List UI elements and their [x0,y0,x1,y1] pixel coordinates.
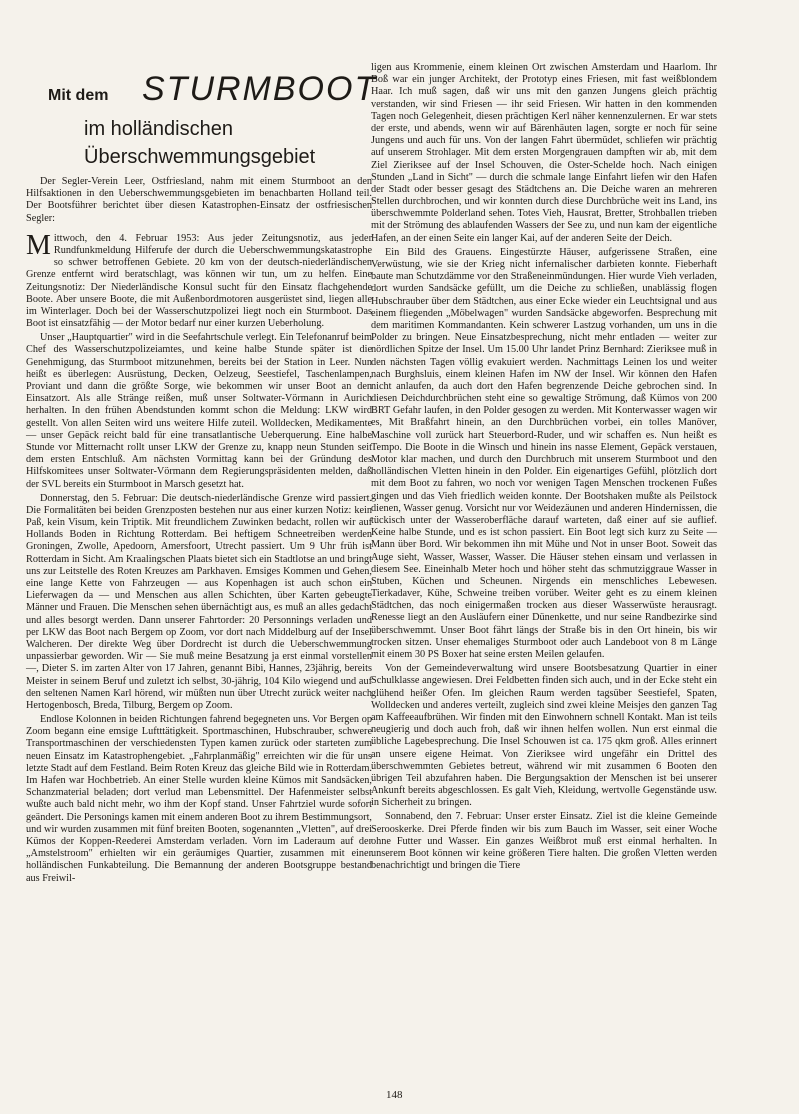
title-line-3: Überschwemmungsgebiet [84,146,316,168]
paragraph-text: ittwoch, den 4. Februar 1953: Aus jeder Zeitungsnotiz, aus jeder Rundfunkmeldung Hilferufe der durch die Ueberschwemmungskatastrophe so schwer betroffenen Gebiete. 20 km von der deutsch-niederländischen Grenze entfernt wird beratschlagt, was können wir tun, um zu helfen. Eine Zeitungsnotiz: Der Niederländische Konsul sucht für den Einsatz flachgehende Boote. Aber unsere Boote, die mit Außenbordmotoren ausgerüstet sind, liegen alle im Winterlager. Doch bei der Wasserschutzpolizei liegt noch ein Sturmboot. Das Boot ist einsatzfähig — der Motor bedarf nur einer kurzen Ueberholung. [26,232,372,330]
paragraph: Ein Bild des Grauens. Eingestürzte Häuser, aufgerissene Straßen, eine Verwüstung, wie sie der Krieg nicht infernalischer darbieten konnte. Fieberhaft baute man Schutzdämme vor den Straßeneinmündungen. Hier wurde Vieh verladen, dort wurden Sandsäcke gefüllt, um die Deiche zu schließen, unablässig flogen Hubschrauber über dem Städtchen, aus einer Ecke wieder ein Leuchtsignal und aus einem fliegenden „Möbelwagen" wurden Sandsäcke abgeworfen. Besprechung mit dem maritimen Kommandanten. Kein schwerer Lastzug vorhanden, um uns in die Polder zu bringen. Neue Einsatzbesprechung, nicht mehr entladen — weiter zur nördlichen Spitze der Insel. Um 15.00 Uhr landet Prinz Bernhard: Zieriksee muß in den nächsten Tagen völlig evakuiert werden. Nachmittags Leinen los und weiter nach Burghsluis, einem kleinen Hafen im NW der Insel. Wir können den Hafen nicht anlaufen, da auch dort den Hafen begrenzende Deiche gebrochen sind. In diesen Deichdurchbrüchen steht eine so gewaltige Strömung, daß Kümos von 200 BRT Gefahr laufen, in den Polder gesogen zu werden. Mit Konterwasser wagen wir es, Mit Braßfahrt hinein, an den Durchbrüchen vorbei, ein tolles Manöver, Maschine voll zurück hart Steuerbord-Ruder, und wir schaffen es. Nun heißt es Tempo. Die Boote in die Winsch und hinein ins nasse Element, Gepäck verstauen, Motor klar machen, und durch den Durchbruch mit unserem Sturmboot und den holländischen Vletten hinein in den Polder. Ein eigenartiges Gefühl, plötzlich dort mit dem Boot zu fahren, wo noch vor wenigen Tagen Menschen trockenen Fußes gingen und das Vieh friedlich weiden konnte. Der Bootshaken mußte als Peilstock dienen, Wasser genug. Vorsicht nur vor Weidezäunen und anderen Hindernissen, die tückisch unter der Wasseroberfläche darauf warteten, daß einer auf sie auflief. Keine halbe Stunde, und es ist schon passiert. Ein Boot legt sich kurz zu Seite — Mann über Bord. Wir bekommen ihn mit Mühe und Not in unser Boot. Soweit das Auge sieht, Wasser, Wasser, Wasser. Die Häuser stehen einsam und verlassen in diesem See. Eineinhalb Meter hoch und höher steht das schmutziggraue Wasser in Stuben, Küchen und Scheunen. Nirgends ein menschliches Lebewesen. Tierkadaver, Kühe, Schweine treiben vorüber. Weiter geht es zu einem kleinen Städtchen, das noch einigermaßen trocken aus dieser Wasserwüste herausragt. Renesse liegt an den Ausläufern einer Dünenkette, und nur seine Randbezirke sind überschwemmt. Unser Boot fährt längs der Straße bis in den Ort hinein, bis wir trocken sitzen. Unser ehemaliges Sturmboot oder auch Landeboot von 8 m Länge mit einem 30 PS Boxer hat seine ersten Meilen gelaufen. [371,246,717,660]
paragraph: Donnerstag, den 5. Februar: Die deutsch-niederländische Grenze wird passiert. Die Formalitäten bei beiden Grenzposten bestehen nur aus einer kurzen Notiz: kein Paß, kein Visum, kein Triptik. Mit freundlichem Zuwinken bedacht, rollen wir auf Hollands Boden in Richtung Rotterdam. Bei heftigem Schneetreiben werden Groningen, Zwolle, Apedoorn, Amersfoort, Utrecht passiert. Um 9 Uhr früh ist Rotterdam in Sicht. Am Kraalingschen Plaats bietet sich ein Stadtlotse an und bringt uns zur Leitstelle des Roten Kreuzes am Parkhaven. Emsiges Kommen und Gehen, eine lange Kette von Fahrzeugen — aus Kopenhagen ist auch schon ein Lieferwagen da — und Menschen aus allen Schichten, über Karten gebeugte Männer und Frauen. Die Menschen sehen übernächtigt aus, es muß an alles gedacht und alles besorgt werden. Dann unserer Fahrtorder: 20 Personnings verladen und per LKW das Boot nach Bergem op Zoom, vor dort nach Middelburg auf der Insel Walcheren. Der direkte Weg über Dordrecht ist durch die Ueberschwemmung unpassierbar geworden. Wir — Sie muß meine Besatzung ja erst einmal vorstellen —, Dieter S. im zarten Alter von 17 Jahren, genannt Bibi, Hannes, 23jährig, bereits Meister in seinem Beruf und zuletzt ich selbst, 30-jährig, 104 Kilo wiegend und auf den seltenen Namen Karl hörend, wir müßten nun über Utrecht zurück weiter nach Hertogenbosch, Breda, Tilburg, Bergem op Zoom. [26,492,372,711]
title-prefix: Mit dem [48,87,109,104]
intro-paragraph: Der Segler-Verein Leer, Ostfriesland, nahm mit einem Sturmboot an den Hilfsaktionen in den Ueberschwemmungsgebieten im benachbarten Holland teil. Der Bootsführer berichtet über diesen Katastrophen-Einsatz der ostfriesischen Segler: [26,176,372,224]
paragraph [26,229,372,331]
title-line-2: im holländischen [84,118,233,140]
right-column [371,62,717,872]
paragraph: Von der Gemeindeverwaltung wird unsere Bootsbesatzung Quartier in einer Schulklasse angewiesen. Drei Feldbetten finden sich auch, und in der Ecke steht ein glühend heißer Ofen. Im gleichen Raum werden tagsüber Seestiefel, Spaten, Wolldecken und anderes verteilt, zugleich sind zwei kleine Meisjes den ganzen Tag am Kaffeeaufbrühen. Wir finden mit den Einwohnern schnell Kontakt. Man ist teils neugierig und doch auch froh, daß wir ihnen helfen wollen. Nun erst einmal die übliche Lagebesprechung. Die Insel Schouwen ist ca. 175 qkm groß. Alles erinnert an unsere eigene Heimat. Von Zieriksee wird ungefähr ein Drittel des überschwemmten Gebietes betreut, während wir mit zusammen 6 Booten den übrigen Teil abzufahren haben. Die Bergungsaktion der Menschen ist bei unserer Ankunft bereits abgeschlossen. Es galt Vieh, Kleidung, wertvolle Gegenstände usw. in Sicherheit zu bringen. [371,663,717,809]
drop-cap: M [26,229,51,261]
paragraph: Unser „Hauptquartier" wird in die Seefahrtschule verlegt. Ein Telefonanruf beim Chef des Wasserschutzpolizeiamtes, und keine halbe Stunde später ist die Genehmigung, das Sturmboot mitzunehmen, bereits bei der Station in Leer. Nun heißt es überlegen: Ausrüstung, Decken, Oelzeug, Seestiefel, Taschenlampen, Proviant und dann die größte Sorge, wie bekommen wir unser Boot an den Einsatzort. Als alle Stränge reißen, muß unser Soltwater-Vörmann in Aurich herhalten. In den frühen Abendstunden kommt schon die Meldung: LKW wird gestellt. Von allen Seiten wird uns weitere Hilfe zuteil. Wolldecken, Medikamente — unser Gepäck reicht bald für eine transatlantische Ueberquerung. Eine halbe Stunde vor Mitternacht rollt unser LKW der Grenze zu, knapp neun Stunden seit dem ersten Entschluß. Am nächsten Vormittag kann bei der Gründung des Hilfskomitees unser Soltwater-Vörmann dem Regierungspräsidenten melden, daß der SVL bereits ein Sturmboot in Marsch gesetzt hat. [26,332,372,490]
paragraph: Endlose Kolonnen in beiden Richtungen fahrend begegneten uns. Vor Bergen op Zoom begann eine emsige Luftttätigkeit. Sportmaschinen, Hubschrauber, schwere Transportmaschinen der verschiedensten Typen kamen zurück oder starteten zum neuen Einsatz im Katastrophengebiet. „Fahrplanmäßig" erreichten wir die für uns letzte Stadt auf dem Festland. Beim Roten Kreuz das gleiche Bild wie in Rotterdam. Im Hafen war Hochbetrieb. An einer Stelle wurden kleine Kümos mit Sandsäcken, Schanzmaterial beladen; dort verlud man Lebensmittel. Der Hafenmeister selbst wußte auch bald nicht mehr, wo ihm der Kopf stand. Unser Fahrtziel wurde sofort geändert. Die Personings kamen mit einem anderen Boot zu ihrem Bestimmungsort, und wir wurden zusammen mit fünf breiten Booten, sogenannten „Vletten", auf drei Kümos der Koppen-Reederei Amsterdam verladen. Vorn im Laderaum auf der „Amstelstroom" erhielten wir ein geräumiges Quartier, zusammen mit einer holländischen Funkabteilung. Die Bemannung der anderen Bootsgruppe bestand aus Freiwil- [26,714,372,884]
paragraph: ligen aus Krommenie, einem kleinen Ort zwischen Amsterdam und Haarlom. Ihr Boß war ein junger Architekt, der Prototyp eines Friesen, mit fast weißblondem Haar. Ich muß sagen, daß wir uns mit den ganzen Jungens gleich prächtig verstanden, wir sind Friesen — ihr seid Friesen. Wir hatten in den kommenden Tagen noch Gelegenheit, diesen prächtigen Kerl näher kennenzulernen. Er war stets der erste, und abends, wenn wir auf Bärenhäuten lagen, sorgte er noch für seine Jungens und auch für uns. Von der langen Fahrt übermüdet, schliefen wir prächtig auf unserem Strohlager. Mit dem ersten Morgengrauen dampften wir ab, mit dem Ziel Zieriksee auf der Insel Schouven, die Oster-Schelde hoch. Nach einigen Stunden „Land in Sicht" — durch die schmale lange Einfahrt liefen wir den Hafen der Stadt oder besser gesagt des Städtchens an. Die Deiche waren an mehreren Stellen durchbrochen, und wir konnten durch diese Durchbrüche weit ins Land, ins überschwemmte Polderland sehen. Totes Vieh, Hausrat, Bretter, Strohballen trieben mit der Strömung des ablaufenden Wassers der See zu, und nun kam der eigentliche Hafen, an der einen Seite ein langer Kai, auf der anderen Seite der Deich. [371,62,717,244]
article-title [26,70,378,170]
page-number: 148 [386,1089,403,1101]
paragraph: Sonnabend, den 7. Februar: Unser erster Einsatz. Ziel ist die kleine Gemeinde Serooskerke. Drei Pferde finden wir bis zum Bauch im Wasser, seit einer Woche ohne Futter und Wasser. Ein ganzes Weißbrot muß erst einmal herhalten. In unserem Boot können wir keine größeren Tiere halten. Die großen Vletten werden benachrichtigt und bringen die Tiere [371,811,717,872]
title-main: STURMBOOT [142,70,378,108]
left-column [26,176,372,885]
